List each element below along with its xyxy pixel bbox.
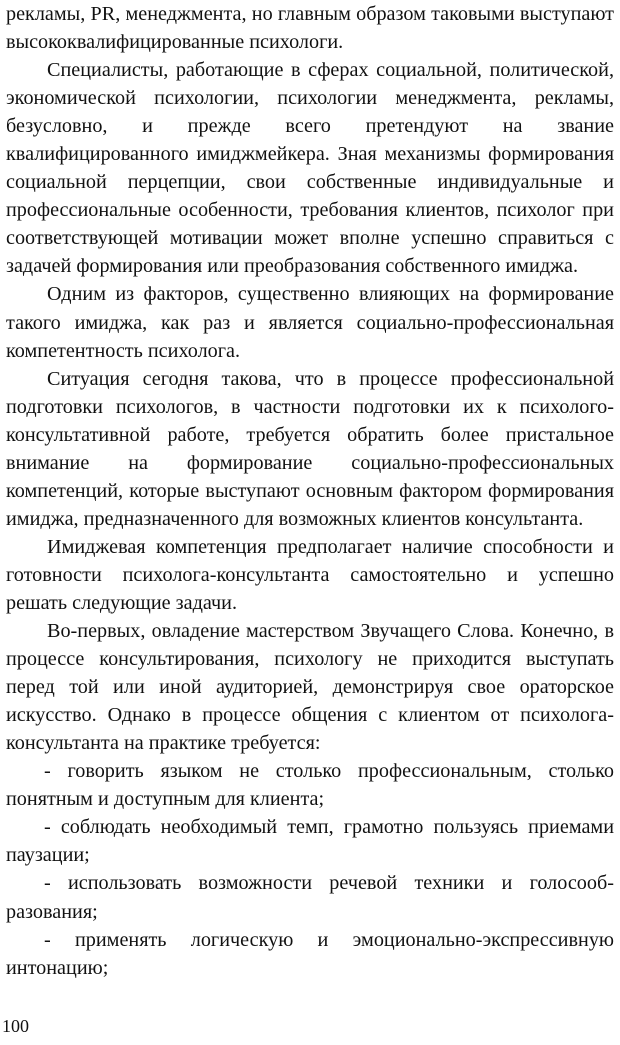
body-text [6,0,614,982]
list-item-intonation: - применять логическую и эмоционально-экспрессивную интонацию; [6,928,614,979]
paragraph-continuation: рекламы, PR, менеджмента, но главным образом таковыми выступают высококвалифицированные психологи. [6,3,614,54]
paragraph-firstly: Во-первых, овладение мастерством Звучащего Слова. Конечно, в процессе консультирования, психологу не приходится выступать перед той или иной аудиторией, демонстрируя свое ораторское искусство. Однако в процессе общения с клиентом от психолога-консультанта на практике требуется: [6,620,614,755]
paragraph-image-competence: Имиджевая компетенция предполагает наличие способности и готовности психолога-консультанта самостоятельно и успешно решать следующие задачи. [6,535,614,614]
paragraph-factors: Одним из факторов, существенно влияющих на формирование такого имиджа, как раз и является социально-профессиональная компетентность психолога. [6,283,614,362]
list-item-speak: - говорить языком не столько профессиональным, столько понятным и доступным для клиента; [6,760,614,811]
list-item-speech-technique: - использовать возможности речевой техники и голосообразования; [6,872,614,923]
page-number: 100 [2,1016,29,1036]
list-item-tempo: - соблюдать необходимый темп, грамотно пользуясь приемами паузации; [6,816,614,867]
paragraph-specialists: Специалисты, работающие в сферах социальной, политической, экономической психологии, психологии менеджмента, рекламы, безусловно, и прежде всего претендуют на звание квалифицированного имиджмейкера. Зная механизмы формирования социальной перцепции, свои собственные индивидуальные и профессиональные особенности, требования клиентов, психолог при соответствующей мотивации может вполне успешно справиться с задачей формирования или преобразования собственного имиджа. [6,59,614,278]
paragraph-situation: Ситуация сегодня такова, что в процессе профессиональной подготовки психологов, в частности подготовки их к психолого-консультативной работе, требуется обратить более пристальное внимание на формирование социально-профессиональных компетенций, которые выступают основным фактором формирования имиджа, предназначенного для возможных клиентов консультанта. [6,367,614,530]
